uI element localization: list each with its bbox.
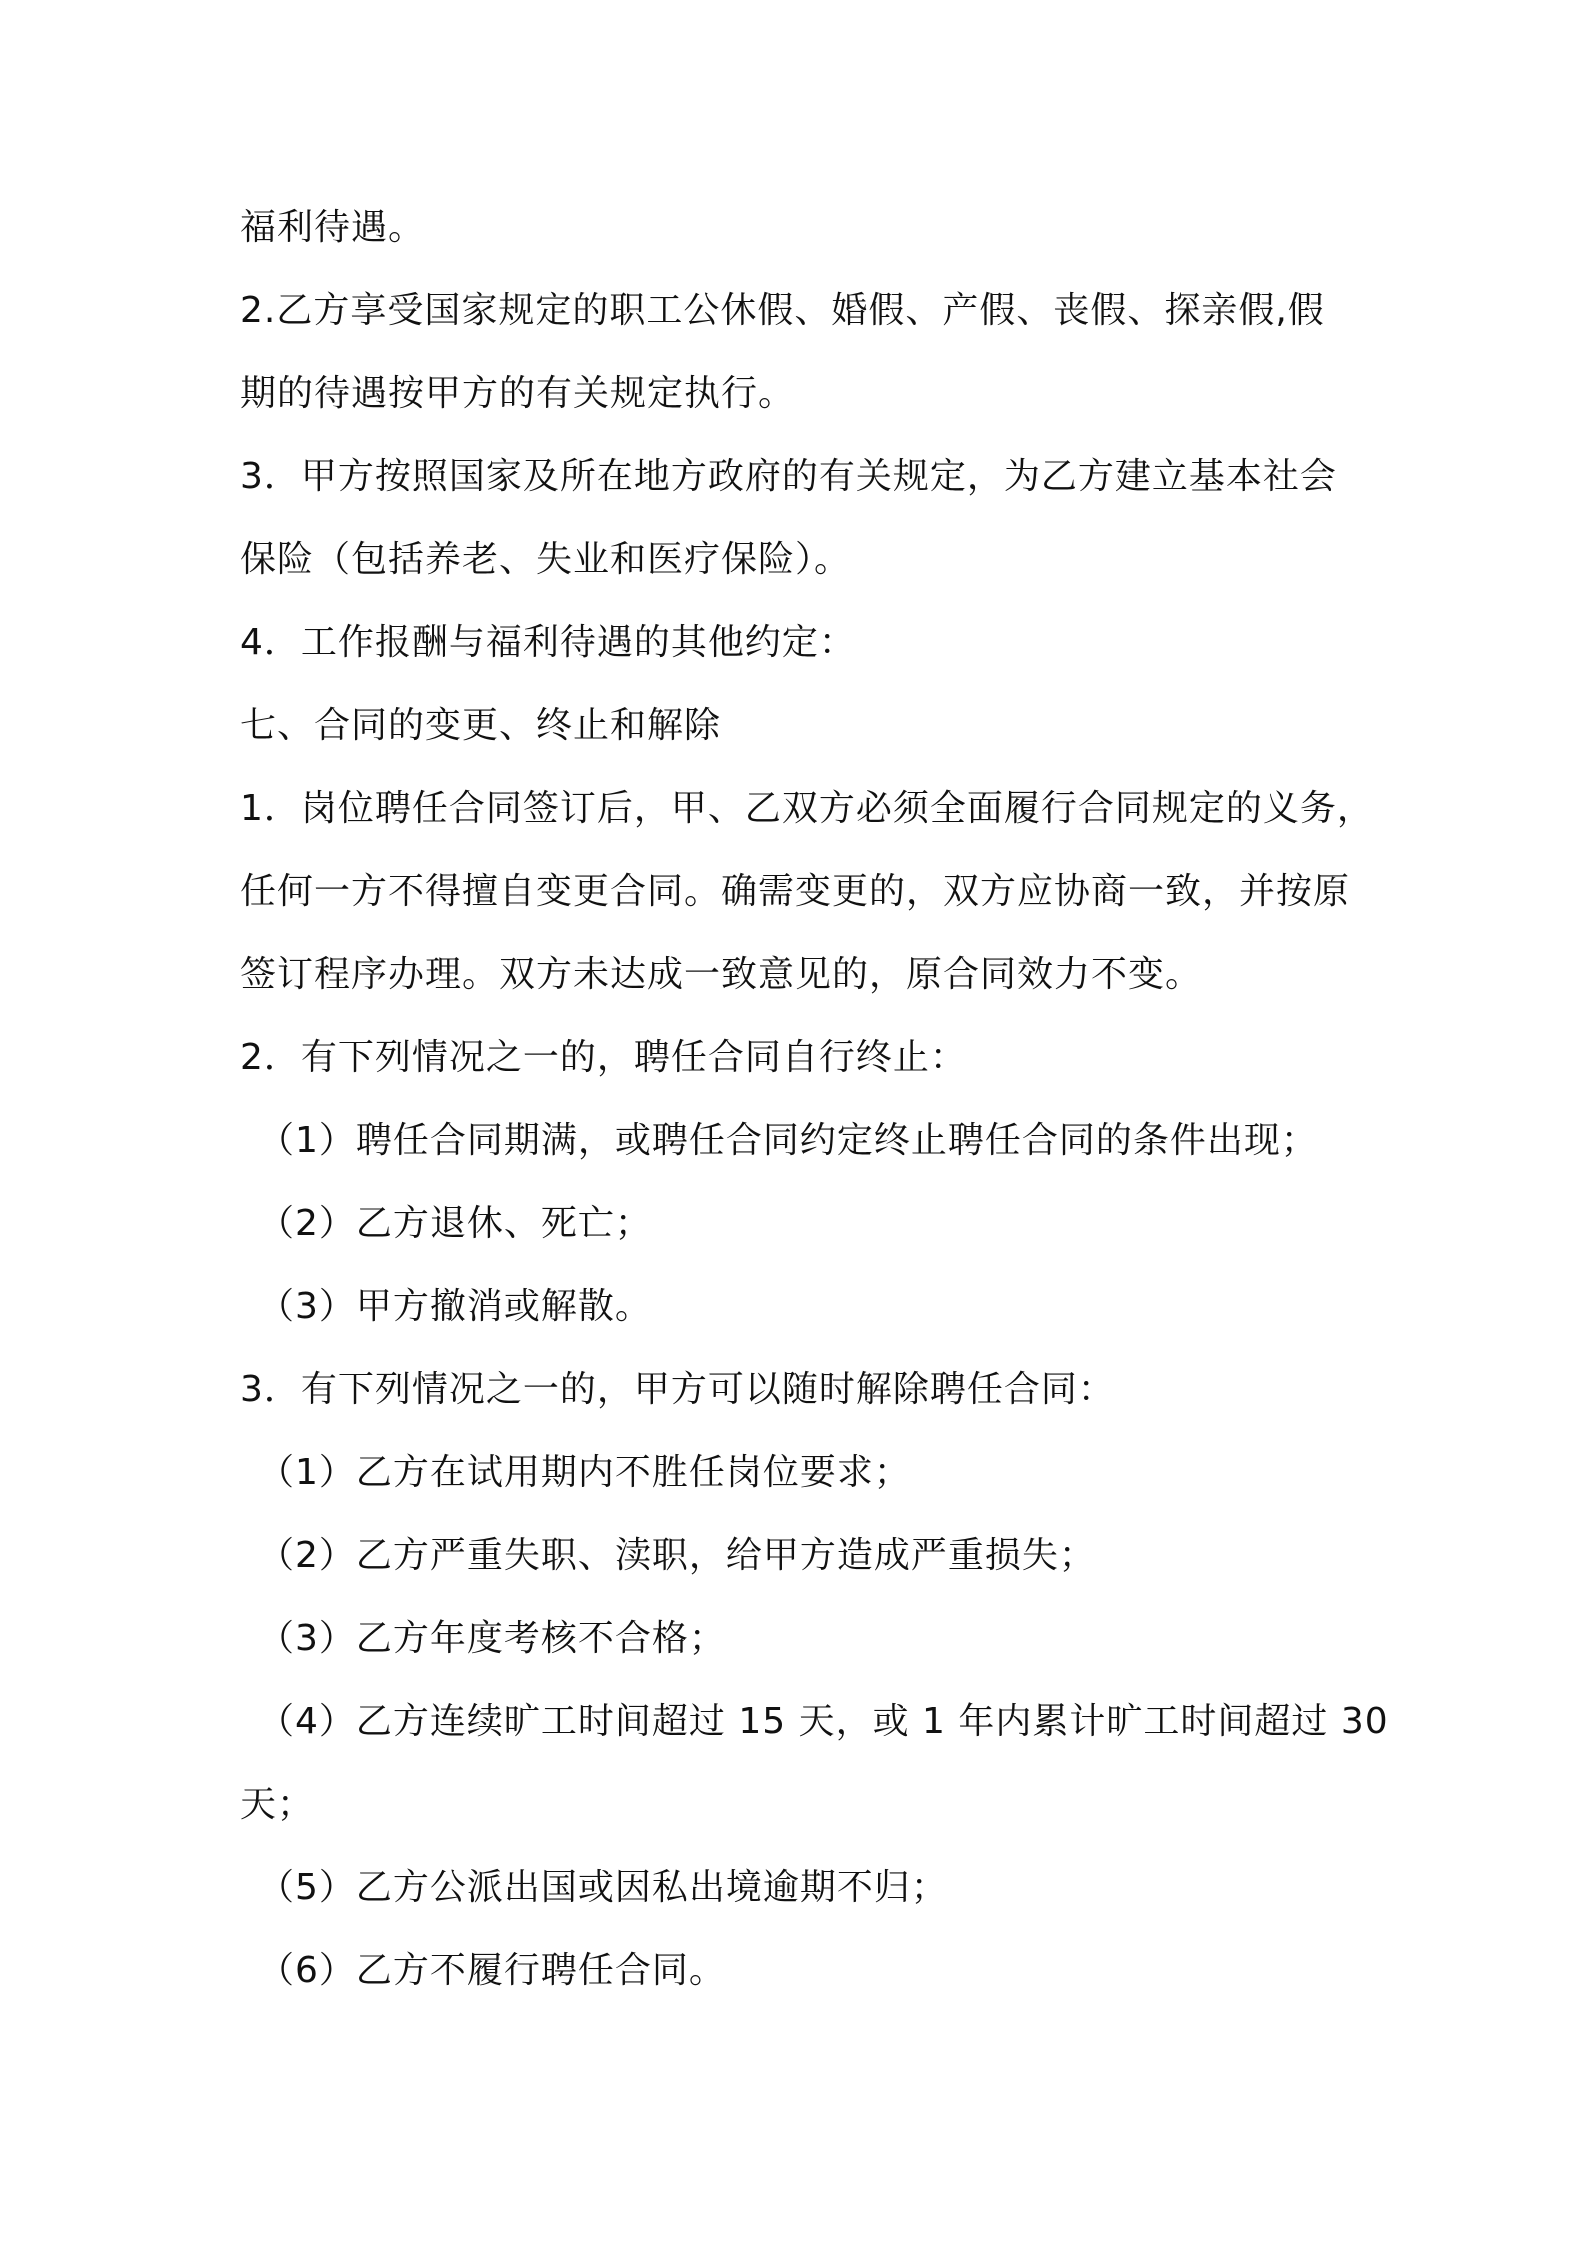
list-item: （1）聘任合同期满，或聘任合同约定终止聘任合同的条件出现； — [258, 1120, 1318, 1161]
list-item: （1）乙方在试用期内不胜任岗位要求； — [258, 1452, 911, 1493]
list-item: （4）乙方连续旷工时间超过 15 天，或 1 年内累计旷工时间超过 30 — [258, 1701, 1389, 1742]
list-item: （3）甲方撤消或解散。 — [258, 1286, 652, 1327]
text-line: 2.乙方享受国家规定的职工公休假、婚假、产假、丧假、探亲假,假 — [240, 290, 1325, 331]
list-item: （3）乙方年度考核不合格； — [258, 1618, 726, 1659]
list-item: （6）乙方不履行聘任合同。 — [258, 1950, 726, 1991]
text-line: 签订程序办理。双方未达成一致意见的，原合同效力不变。 — [240, 954, 1203, 995]
text-line: 保险（包括养老、失业和医疗保险）。 — [240, 539, 852, 580]
text-line: 3．甲方按照国家及所在地方政府的有关规定，为乙方建立基本社会 — [240, 456, 1337, 497]
text-line: 4．工作报酬与福利待遇的其他约定： — [240, 622, 856, 663]
text-line: 天； — [240, 1784, 315, 1825]
text-line: 3．有下列情况之一的，甲方可以随时解除聘任合同： — [240, 1369, 1115, 1410]
text-line: 2．有下列情况之一的，聘任合同自行终止： — [240, 1037, 967, 1078]
text-line: 1．岗位聘任合同签订后，甲、乙双方必须全面履行合同规定的义务， — [240, 788, 1374, 829]
list-item: （2）乙方严重失职、渎职，给甲方造成严重损失； — [258, 1535, 1096, 1576]
list-item: （2）乙方退休、死亡； — [258, 1203, 652, 1244]
list-item: （5）乙方公派出国或因私出境逾期不归； — [258, 1867, 948, 1908]
text-line: 期的待遇按甲方的有关规定执行。 — [240, 373, 796, 414]
text-line: 任何一方不得擅自变更合同。确需变更的，双方应协商一致，并按原 — [240, 871, 1351, 912]
section-heading: 七、合同的变更、终止和解除 — [240, 705, 722, 746]
text-line: 福利待遇。 — [240, 207, 426, 248]
